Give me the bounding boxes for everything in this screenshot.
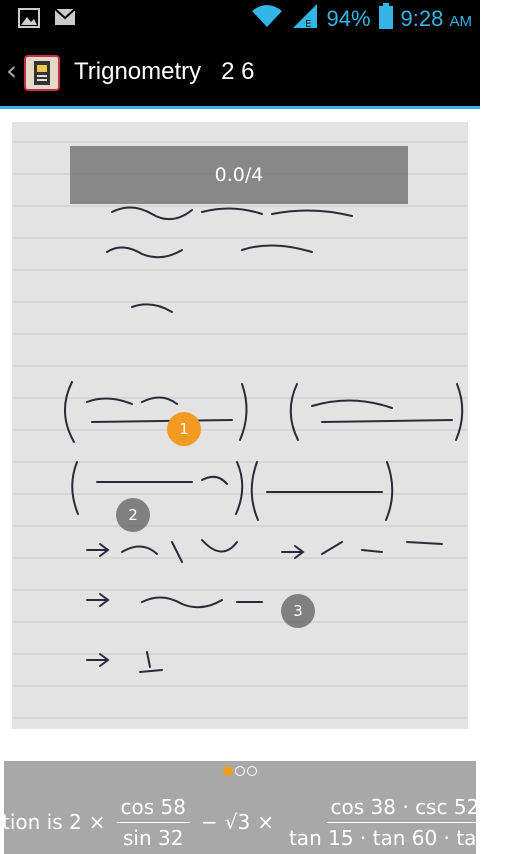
svg-text:E: E [304, 19, 311, 30]
fraction-cos58-sin32 [117, 795, 190, 850]
clock: 9:28 AM [400, 6, 472, 31]
page-dot-3[interactable] [247, 766, 257, 776]
wifi-icon [251, 4, 283, 34]
image-icon [18, 8, 40, 32]
mail-icon [54, 8, 76, 32]
fraction-numerator: cos 58 [117, 795, 190, 823]
page-indicator [4, 766, 476, 776]
fraction-numerator: cos 38 · csc 52 [327, 795, 484, 823]
times-operator: × [88, 810, 106, 834]
times-operator: × [257, 810, 274, 834]
step-marker-2[interactable]: 2 [116, 498, 150, 532]
minus-operator: − [200, 810, 218, 834]
app-logo-icon[interactable] [24, 55, 60, 91]
step-marker-1[interactable]: 1 [167, 412, 201, 446]
page-dot-1[interactable] [223, 766, 233, 776]
fraction-denominator: tan 15 · tan 60 · tan 75 [288, 825, 521, 850]
fraction-denominator: sin 32 [123, 825, 184, 850]
status-bar [0, 0, 480, 38]
notebook-page-drawing [12, 122, 468, 729]
progress-label: 0.0/4 [70, 146, 408, 204]
app-bar [0, 38, 480, 106]
battery-icon [379, 3, 393, 35]
formula-prefix: tion is 2 [2, 810, 82, 834]
handwritten-solution-image [12, 122, 468, 729]
fraction-cos38csc52 [285, 795, 525, 850]
step-marker-3[interactable]: 3 [281, 594, 315, 628]
signal-icon [291, 3, 319, 35]
content-area [0, 109, 480, 759]
sqrt-term: √3 [224, 810, 251, 834]
battery-percent: 94% [326, 6, 371, 31]
back-chevron-icon[interactable]: ‹ [6, 54, 18, 87]
solution-formula [2, 791, 529, 853]
page-title: Trignometry 2 6 [74, 58, 255, 85]
solution-panel [2, 761, 521, 854]
page-dot-2[interactable] [235, 766, 245, 776]
